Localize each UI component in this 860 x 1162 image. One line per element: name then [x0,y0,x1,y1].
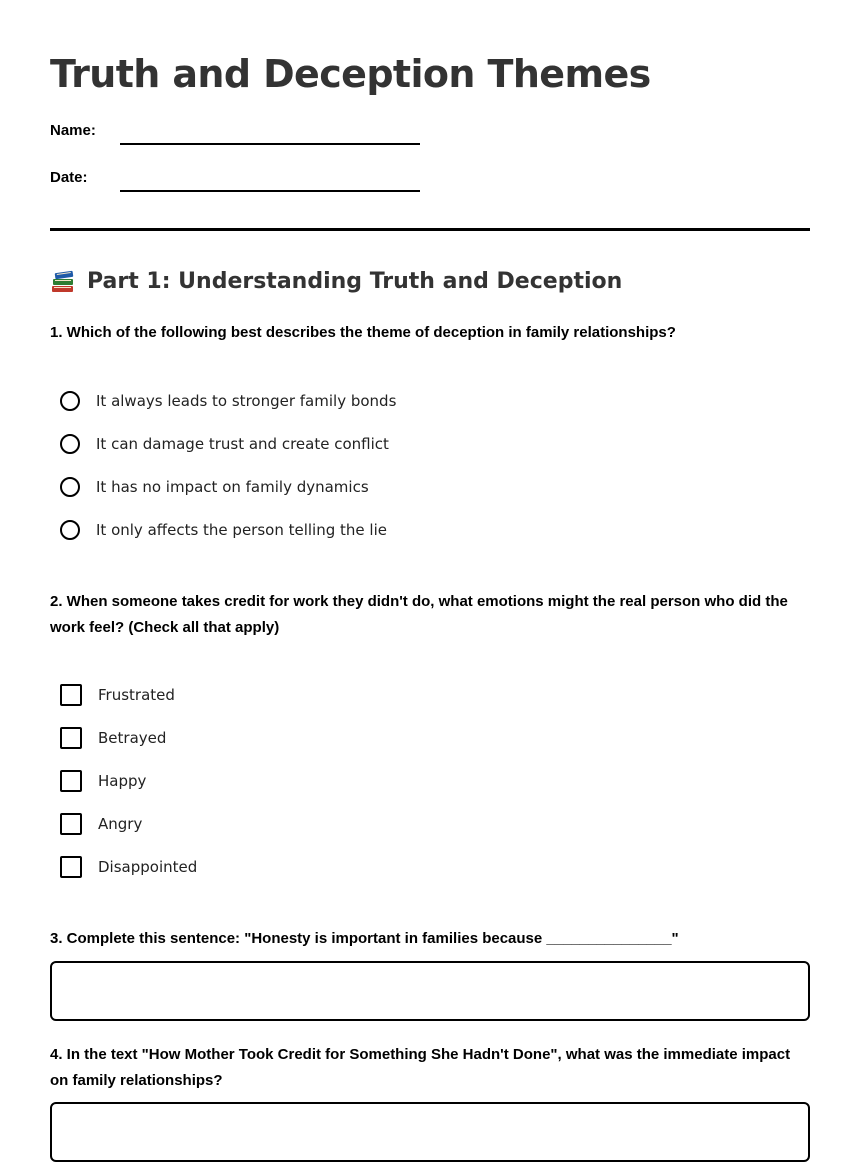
section-heading [50,266,622,298]
option-label: It has no impact on family dynamics [96,478,369,496]
header-divider [50,228,810,231]
option-label: Angry [98,815,143,833]
option-label: It can damage trust and create conflict [96,435,389,453]
checkbox[interactable] [60,856,82,878]
option-2-a[interactable] [60,683,175,707]
question-3: 3. Complete this sentence: "Honesty is important in families because _______________" [50,930,679,947]
checkbox[interactable] [60,727,82,749]
radio-button[interactable] [60,477,80,497]
answer-field-3[interactable] [50,961,810,1021]
books-icon [50,270,76,294]
option-label: It always leads to stronger family bonds [96,392,397,410]
option-label: Betrayed [98,729,167,747]
checkbox[interactable] [60,770,82,792]
radio-button[interactable] [60,520,80,540]
question-4: 4. In the text "How Mother Took Credit for Something She Hadn't Done", what was the immediate impact on family relationships? [50,1046,791,1089]
date-label: Date: [50,169,88,186]
question-2: 2. When someone takes credit for work they didn't do, what emotions might the real person who did the work feel? (Check all that apply) [50,593,788,636]
answer-field-4[interactable] [50,1102,810,1162]
question-1: 1. Which of the following best describes the theme of deception in family relationships? [50,324,676,341]
name-label: Name: [50,122,96,139]
date-field[interactable] [120,190,420,192]
option-2-b[interactable] [60,726,166,750]
checkbox[interactable] [60,684,82,706]
option-1-a[interactable] [60,389,396,413]
option-1-b[interactable] [60,432,389,456]
checkbox[interactable] [60,813,82,835]
option-label: Frustrated [98,686,175,704]
option-label: It only affects the person telling the lie [96,521,387,539]
option-1-d[interactable] [60,518,387,542]
radio-button[interactable] [60,391,80,411]
option-2-e[interactable] [60,855,197,879]
option-2-d[interactable] [60,812,142,836]
radio-button[interactable] [60,434,80,454]
page-title: Truth and Deception Themes [50,52,651,96]
option-label: Disappointed [98,858,198,876]
option-1-c[interactable] [60,475,369,499]
section-heading-text: Part 1: Understanding Truth and Deception [87,269,623,294]
name-field[interactable] [120,143,420,145]
option-label: Happy [98,772,147,790]
option-2-c[interactable] [60,769,146,793]
